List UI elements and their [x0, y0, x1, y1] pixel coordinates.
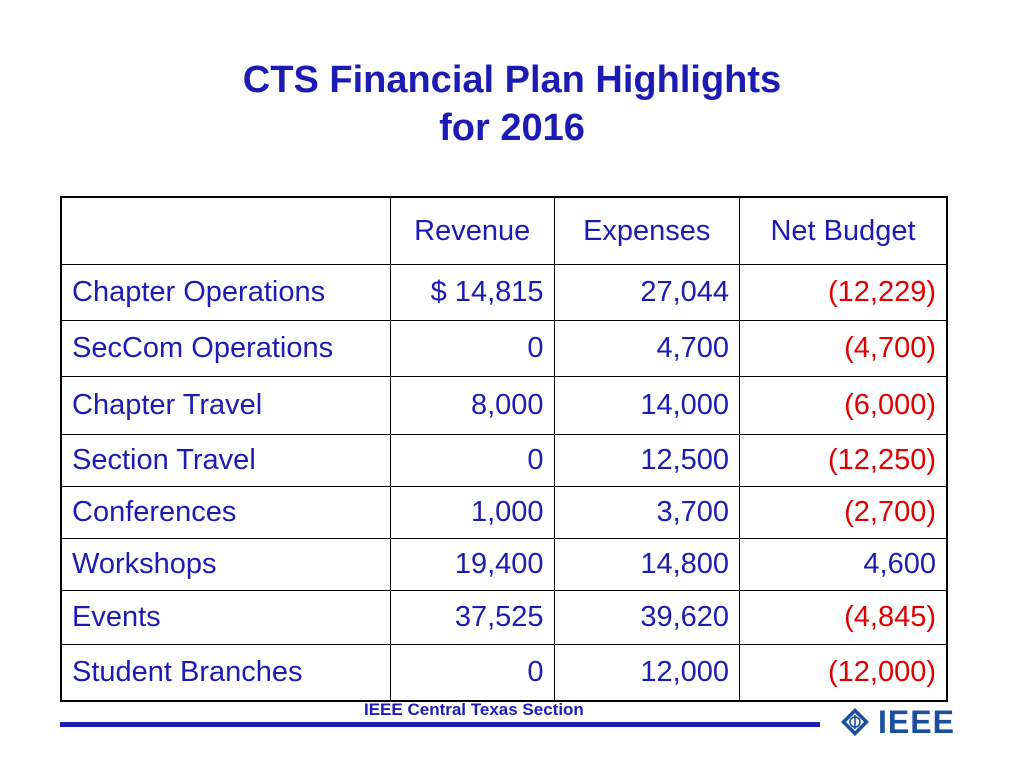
- table-row: [61, 265, 947, 321]
- row-revenue: 0: [390, 645, 554, 701]
- row-revenue: 37,525: [390, 591, 554, 645]
- row-label: Conferences: [61, 487, 390, 539]
- row-revenue: 0: [390, 321, 554, 377]
- row-net-budget: (12,250): [740, 435, 947, 487]
- row-expenses: 4,700: [554, 321, 740, 377]
- row-expenses: 3,700: [554, 487, 740, 539]
- financial-table: [60, 196, 948, 702]
- row-revenue: $ 14,815: [390, 265, 554, 321]
- row-net-budget: (4,700): [740, 321, 947, 377]
- row-net-budget: (12,000): [740, 645, 947, 701]
- row-label: Chapter Operations: [61, 265, 390, 321]
- row-expenses: 39,620: [554, 591, 740, 645]
- row-revenue: 8,000: [390, 377, 554, 435]
- header-empty: [61, 197, 390, 265]
- row-label: Events: [61, 591, 390, 645]
- row-label: Workshops: [61, 539, 390, 591]
- header-row: [61, 197, 947, 265]
- row-net-budget: (4,845): [740, 591, 947, 645]
- row-net-budget: (12,229): [740, 265, 947, 321]
- table-body: [61, 265, 947, 701]
- row-expenses: 14,800: [554, 539, 740, 591]
- table-row: [61, 539, 947, 591]
- table-row: [61, 321, 947, 377]
- row-label: Student Branches: [61, 645, 390, 701]
- table-row: [61, 435, 947, 487]
- row-revenue: 0: [390, 435, 554, 487]
- ieee-diamond-icon: [840, 707, 870, 737]
- row-expenses: 27,044: [554, 265, 740, 321]
- page-title: [0, 56, 1024, 152]
- table-row: [61, 377, 947, 435]
- table-row: [61, 645, 947, 701]
- footer-divider: [60, 722, 820, 727]
- header-net-budget: Net Budget: [740, 197, 947, 265]
- row-revenue: 19,400: [390, 539, 554, 591]
- header-expenses: Expenses: [554, 197, 740, 265]
- ieee-logo: [840, 700, 955, 744]
- row-revenue: 1,000: [390, 487, 554, 539]
- footer-text: IEEE Central Texas Section: [364, 700, 584, 719]
- row-label: Chapter Travel: [61, 377, 390, 435]
- title-line-1: CTS Financial Plan Highlights: [242, 59, 782, 101]
- row-expenses: 12,500: [554, 435, 740, 487]
- ieee-logo-text: IEEE: [878, 703, 955, 740]
- row-label: SecCom Operations: [61, 321, 390, 377]
- table-row: [61, 591, 947, 645]
- title-line-2: for 2016: [439, 107, 585, 149]
- row-label: Section Travel: [61, 435, 390, 487]
- header-revenue: Revenue: [390, 197, 554, 265]
- row-net-budget: 4,600: [740, 539, 947, 591]
- row-net-budget: (6,000): [740, 377, 947, 435]
- row-expenses: 12,000: [554, 645, 740, 701]
- table-row: [61, 487, 947, 539]
- row-expenses: 14,000: [554, 377, 740, 435]
- row-net-budget: (2,700): [740, 487, 947, 539]
